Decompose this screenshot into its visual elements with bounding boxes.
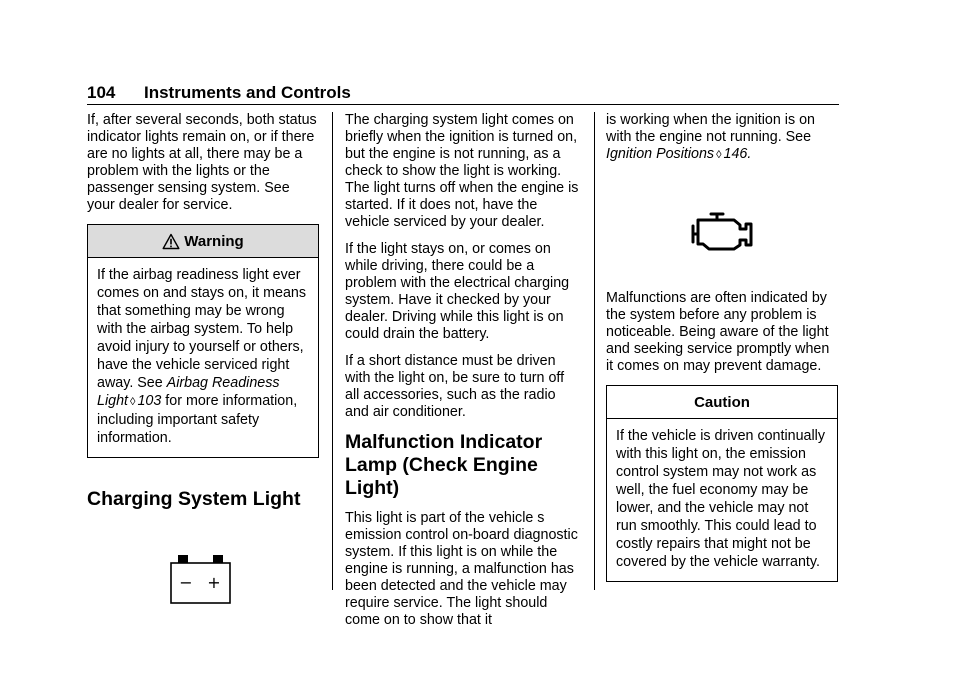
- heading-line: Malfunction Indicator: [345, 431, 543, 453]
- section-title: Instruments and Controls: [144, 83, 351, 102]
- warning-body: [88, 258, 318, 457]
- column-divider: [332, 112, 333, 590]
- malfunction-paragraph-2: Malfunctions are often indicated by the system before any problem is noticeable. Being aware of the light and seeking service promptly when it comes on may prevent damage.: [606, 290, 830, 374]
- charging-paragraph-1: The charging system light comes on briefly when the ignition is turned on, but the engine is not running, as a check to show the light is working. The light turns off when the engine is started. If it does not, have the vehicle serviced by your dealer.: [345, 112, 579, 230]
- ignition-paragraph: [606, 112, 838, 164]
- ignition-positions-page-link[interactable]: 146: [723, 146, 748, 162]
- caution-box: [606, 385, 838, 582]
- airbag-readiness-page-link[interactable]: 103: [137, 393, 162, 409]
- charging-paragraph-3: If a short distance must be driven with the light on, be sure to turn off all accessories, such as the radio and air conditioner.: [345, 353, 565, 420]
- warning-text-end: for more information, including important safety information.: [97, 393, 298, 446]
- column-divider: [594, 112, 595, 590]
- ignition-text: is working when the ignition is on with the engine not running. See: [606, 112, 816, 145]
- warning-title: Warning: [184, 232, 244, 250]
- ignition-ref-period: .: [747, 146, 752, 162]
- header-rule: [87, 104, 839, 105]
- page-ref-arrow-icon: ◊: [130, 396, 136, 408]
- column-3: [606, 112, 838, 582]
- battery-minus-sign: −: [179, 573, 193, 592]
- heading-line: Lamp (Check Engine: [345, 454, 538, 476]
- battery-icon: [170, 554, 232, 606]
- warning-text: If the airbag readiness light ever comes on and stays on, it means that something may be wrong with the airbag system. To help avoid injury to yourself or others, have the vehicle serviced right away. See: [97, 267, 307, 391]
- heading-line: Light): [345, 477, 400, 499]
- column-1: [87, 112, 319, 606]
- status-lights-paragraph: If, after several seconds, both status indicator lights remain on, or if there are no lights at all, there may be a problem with the lights or the passenger sensing system. See your dealer for service.: [87, 112, 317, 213]
- caution-body: If the vehicle is driven continually with this light on, the emission control system may not work as well, the fuel economy may be lower, and the vehicle may not run smoothly. This could lead to costly repairs that might not be covered by the vehicle warranty.: [616, 428, 826, 570]
- caution-header: Caution: [607, 386, 837, 419]
- check-engine-icon: [689, 208, 755, 252]
- page-number: 104: [87, 83, 116, 102]
- warning-box: [87, 224, 319, 458]
- warning-triangle-icon: [162, 233, 180, 250]
- malfunction-paragraph: This light is part of the vehicle s emission control on-board diagnostic system. If this light is on while the engine is running, a malfunction has been detected and the vehicle may require service. The light should come on to show that it: [345, 510, 578, 628]
- column-2: [345, 112, 581, 639]
- charging-paragraph-2: If the light stays on, or comes on while driving, there could be a problem with the electrical charging system. Have it checked by your dealer. Driving while this light is on could drain the battery.: [345, 241, 570, 342]
- page-ref-arrow-icon: ◊: [716, 149, 722, 161]
- ignition-positions-link[interactable]: Ignition Positions: [606, 146, 715, 162]
- charging-system-heading: Charging System Light: [87, 488, 301, 510]
- page-header: [87, 82, 839, 104]
- airbag-readiness-link[interactable]: Airbag Readiness Light: [97, 375, 280, 409]
- warning-header: [88, 225, 318, 258]
- battery-plus-sign: +: [207, 573, 221, 592]
- malfunction-indicator-heading: [345, 431, 581, 500]
